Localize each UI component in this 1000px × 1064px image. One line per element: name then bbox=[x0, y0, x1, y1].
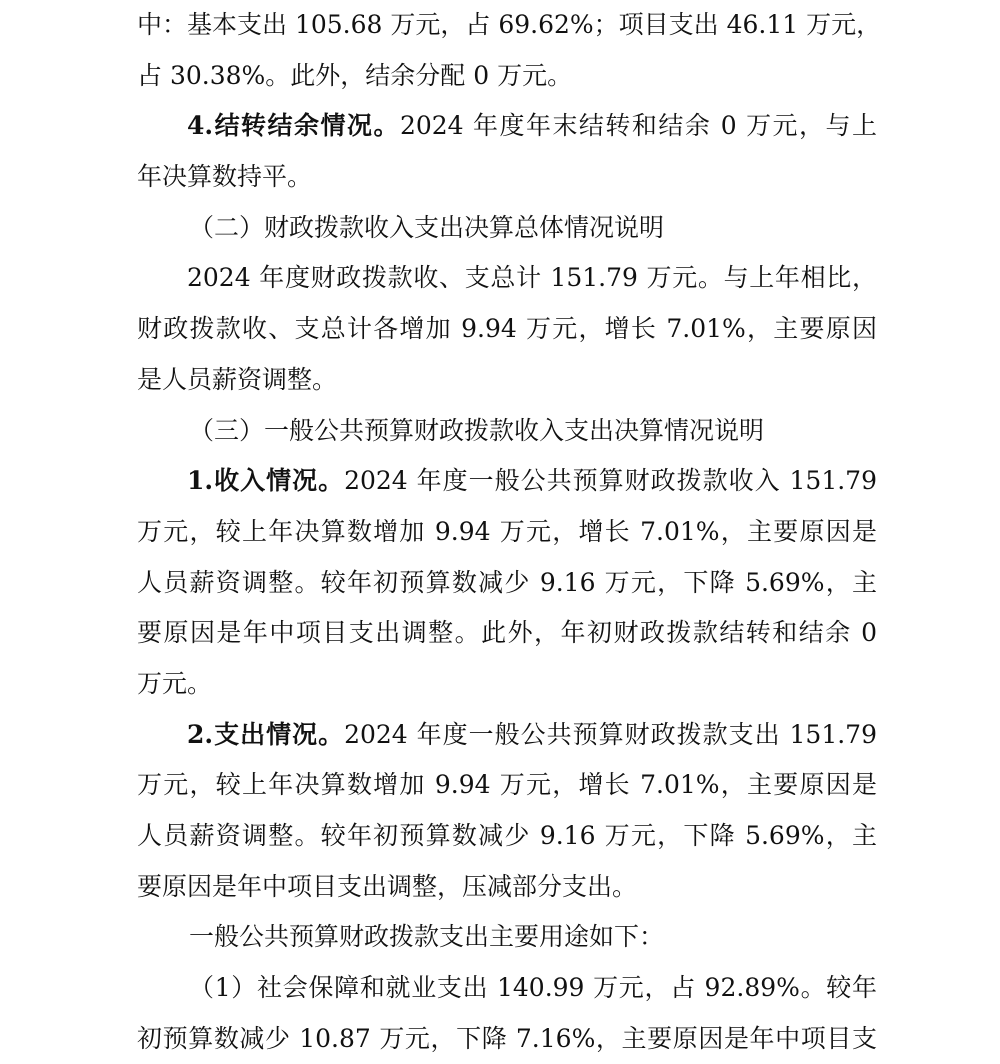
paragraph-text: 占 30.38%。此外，结余分配 0 万元。 bbox=[137, 60, 573, 90]
paragraph-text: 万元。 bbox=[137, 668, 213, 698]
paragraph-text-rest: 2024 年度一般公共预算财政拨款支出 151.79 bbox=[344, 719, 877, 749]
text-line bbox=[137, 963, 877, 1014]
text-line bbox=[137, 406, 877, 457]
document-page bbox=[137, 0, 882, 1064]
text-line bbox=[137, 507, 877, 558]
text-line bbox=[137, 862, 877, 913]
paragraph-text: 中：基本支出 105.68 万元，占 69.62%；项目支出 46.11 万元， bbox=[137, 10, 882, 39]
paragraph-text: 人员薪资调整。较年初预算数减少 9.16 万元，下降 5.69%，主 bbox=[137, 821, 877, 850]
text-line bbox=[137, 253, 877, 304]
text-line bbox=[137, 1014, 877, 1064]
paragraph-text: 财政拨款收、支总计各增加 9.94 万元，增长 7.01%，主要原因 bbox=[137, 314, 877, 344]
text-line bbox=[137, 659, 877, 710]
paragraph-text: 一般公共预算财政拨款支出主要用途如下： bbox=[189, 922, 665, 952]
paragraph-text bbox=[187, 456, 877, 507]
paragraph-text: 是人员薪资调整。 bbox=[137, 364, 338, 394]
paragraph-text: 2024 年度财政拨款收、支总计 151.79 万元。与上年相比， bbox=[187, 263, 877, 293]
section-heading: （三）一般公共预算财政拨款收入支出决算情况说明 bbox=[189, 415, 765, 445]
text-line bbox=[137, 760, 877, 811]
section-heading-bold: 2.支出情况。 bbox=[187, 719, 345, 749]
text-line bbox=[137, 304, 877, 355]
text-line bbox=[137, 51, 877, 102]
text-line bbox=[137, 203, 877, 254]
text-line bbox=[137, 558, 877, 609]
text-line bbox=[137, 101, 877, 152]
paragraph-text-rest: 2024 年度一般公共预算财政拨款收入 151.79 bbox=[344, 466, 877, 496]
paragraph-text: 万元，较上年决算数增加 9.94 万元，增长 7.01%，主要原因是 bbox=[137, 770, 877, 800]
paragraph-text: （1）社会保障和就业支出 140.99 万元，占 92.89%。较年 bbox=[189, 973, 877, 1003]
paragraph-text: 要原因是年中项目支出调整。此外，年初财政拨款结转和结余 0 bbox=[137, 618, 877, 648]
text-line bbox=[137, 355, 877, 406]
section-heading-bold: 1.收入情况。 bbox=[187, 466, 345, 496]
paragraph-text: 年决算数持平。 bbox=[137, 162, 313, 192]
paragraph-text: 要原因是年中项目支出调整，压减部分支出。 bbox=[137, 871, 638, 901]
text-line bbox=[137, 152, 877, 203]
paragraph-text: 初预算数减少 10.87 万元，下降 7.16%，主要原因是年中项目支 bbox=[137, 1023, 877, 1053]
text-line bbox=[137, 456, 877, 507]
paragraph-text bbox=[187, 101, 877, 152]
section-heading-bold: 4.结转结余情况。 bbox=[187, 111, 400, 141]
text-line bbox=[137, 912, 877, 963]
section-heading: （二）财政拨款收入支出决算总体情况说明 bbox=[189, 212, 665, 242]
paragraph-text: 万元，较上年决算数增加 9.94 万元，增长 7.01%，主要原因是 bbox=[137, 516, 877, 546]
text-line bbox=[137, 811, 877, 862]
paragraph-text-rest: 2024 年度年末结转和结余 0 万元，与上 bbox=[399, 111, 878, 141]
text-line bbox=[137, 608, 877, 659]
paragraph-text bbox=[187, 710, 877, 761]
text-line bbox=[137, 0, 882, 51]
paragraph-text: 人员薪资调整。较年初预算数减少 9.16 万元，下降 5.69%，主 bbox=[137, 567, 877, 597]
text-line bbox=[137, 710, 877, 761]
